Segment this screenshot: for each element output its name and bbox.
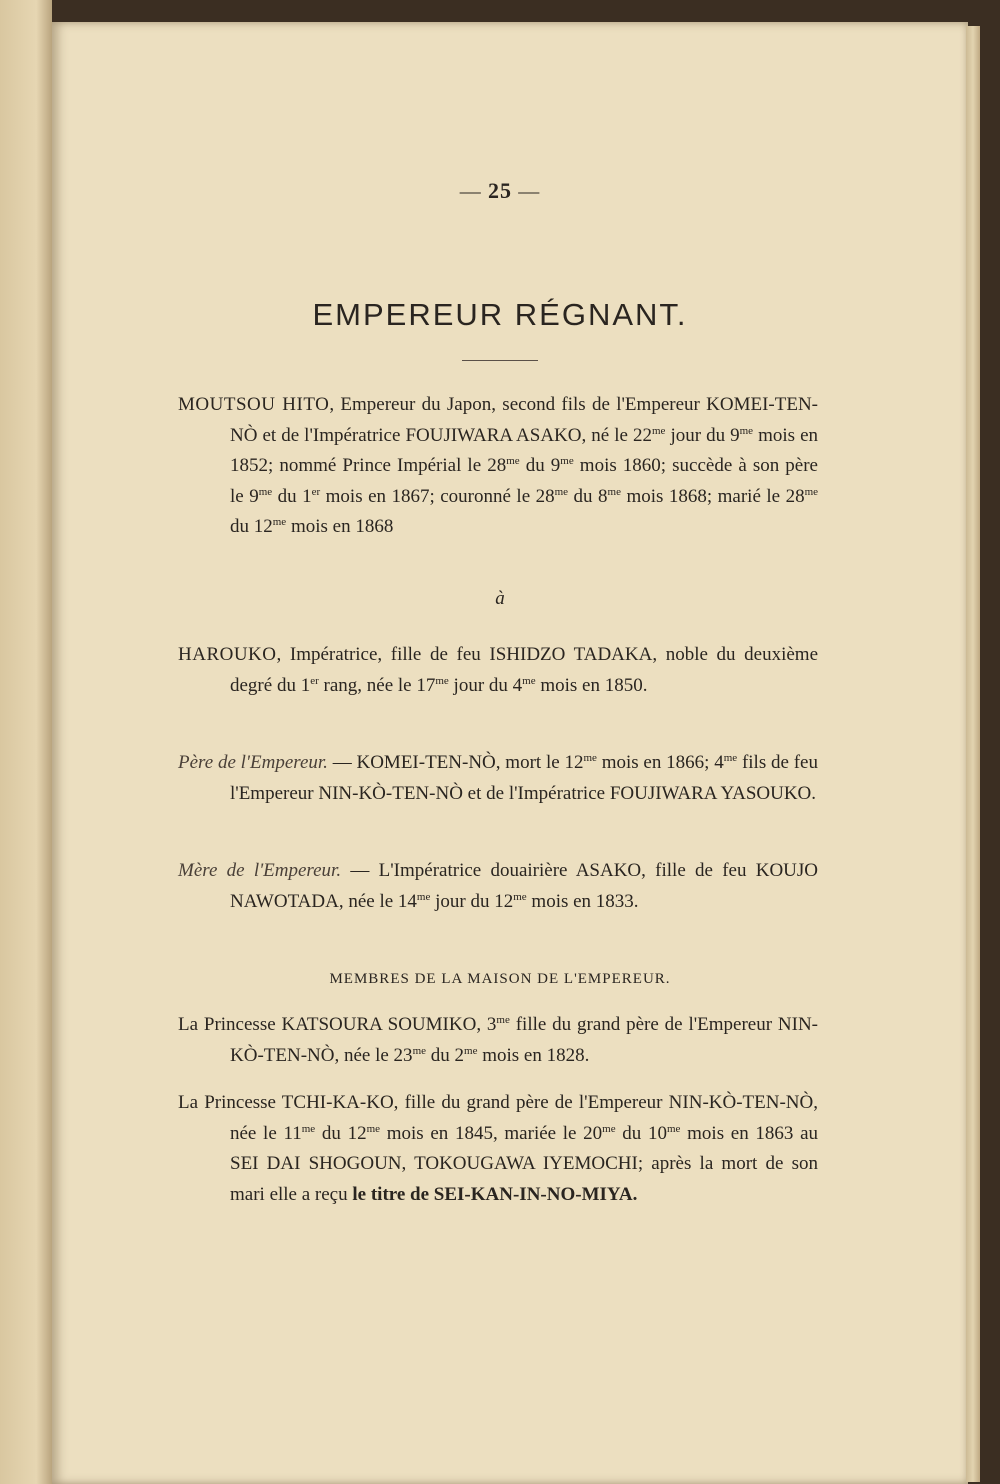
entry-tchikako: La Princesse TCHI-KA-KO, fille du grand père de l'Empereur NIN-KÒ-TEN-NÒ, née le $11^{me}$ du $12^{me}$ mois en 1845, mariée le $20^{me}$ du $10^{me}$ mois en 1863 au SEI DAI SHOGOUN, TOKOUGAWA IYEMOCHI; après la mort de son mari elle a reçu le titre de SEI-KAN-IN-NO-MIYA. bbox=[178, 1092, 819, 1205]
title-divider bbox=[462, 360, 538, 361]
section-heading: MEMBRES DE LA MAISON DE L'EMPEREUR. bbox=[329, 971, 671, 987]
entry-katsoura: La Princesse KATSOURA SOUMIKO, $3^{me}$ fille du grand père de l'Empereur NIN-KÒ-TEN-NÒ, née le $23^{me}$ du $2^{me}$ mois en 1828. bbox=[178, 1014, 818, 1066]
facing-page-edge bbox=[0, 0, 52, 1484]
entry-emperor: MOUTSOU HITO, Empereur du Japon, second fils de l'Empereur KOMEI-TEN-NÒ et de l'Impératrice FOUJIWARA ASAKO, né le $22^{me}$ jour du $9^{me}$ mois en 1852; nommé Prince Impérial le $28^{me}$ du $9^{me}$ mois 1860; succède à son père le $9^{me}$ du 1er mois en 1867; couronné le $28^{me}$ du $8^{me}$ mois 1868; marié le $28^{me}$ du $12^{me}$ mois en 1868 bbox=[178, 394, 819, 537]
page-stack-edge bbox=[966, 26, 980, 1482]
entry-father: Père de l'Empereur. — KOMEI-TEN-NÒ, mort le $12^{me}$ mois en 1866; $4^{me}$ fils de feu l'Empereur NIN-KÒ-TEN-NÒ et de l'Impératrice FOUJIWARA YASOUKO. bbox=[178, 752, 818, 804]
entry-empress: HAROUKO, Impératrice, fille de feu ISHIDZO TADAKA, noble du deuxième degré du 1er rang, née le $17^{me}$ jour du $4^{me}$ mois en 1850. bbox=[178, 644, 818, 696]
page-number-value: 25 bbox=[488, 178, 512, 203]
connector-text: à bbox=[495, 588, 505, 609]
page-title: EMPEREUR RÉGNANT. bbox=[312, 297, 688, 332]
page-number: — 25 — bbox=[459, 178, 541, 203]
entry-mother: Mère de l'Empereur. — L'Impératrice douairière ASAKO, fille de feu KOUJO NAWOTADA, née le $14^{me}$ jour du $12^{me}$ mois en 1833. bbox=[178, 860, 818, 912]
